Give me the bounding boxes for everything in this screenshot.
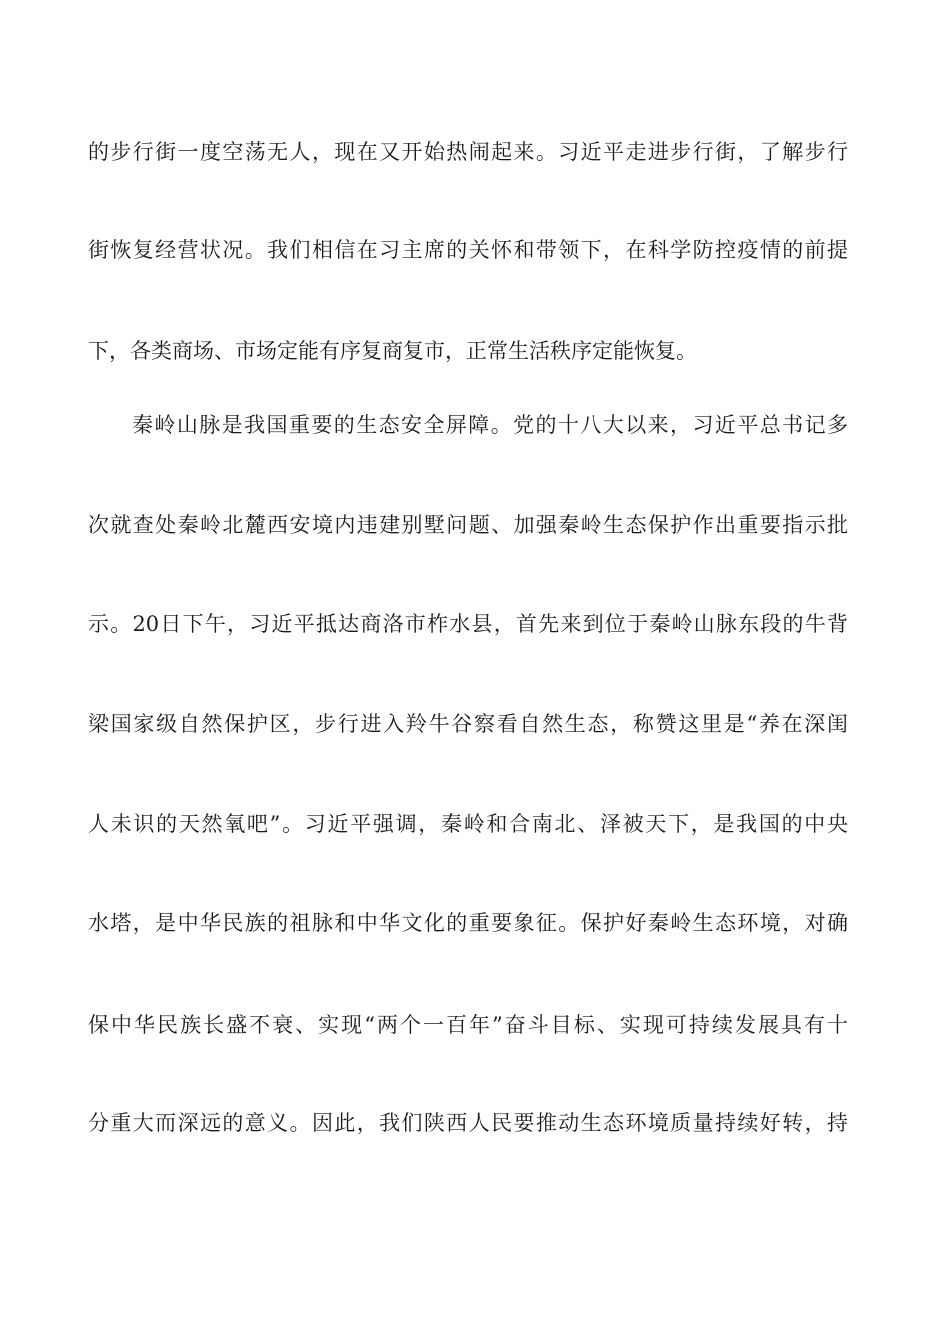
paragraph-line: 梁国家级自然保护区，步行进入羚牛谷察看自然生态，称赞这里是“养在深闺 — [88, 712, 848, 736]
paragraph-line: 人未识的天然氧吧”。习近平强调，秦岭和合南北、泽被天下，是我国的中央 — [88, 812, 848, 836]
paragraph-line: 街恢复经营状况。我们相信在习主席的关怀和带领下，在科学防控疫情的前提 — [88, 238, 848, 262]
paragraph-line: 秦岭山脉是我国重要的生态安全屏障。党的十八大以来，习近平总书记多 — [132, 413, 848, 437]
paragraph-line: 保中华民族长盛不衰、实现“两个一百年”奋斗目标、实现可持续发展具有十 — [88, 1013, 848, 1037]
paragraph-line: 水塔，是中华民族的祖脉和中华文化的重要象征。保护好秦岭生态环境，对确 — [88, 911, 848, 935]
paragraph-line: 示。20日下午，习近平抵达商洛市柞水县，首先来到位于秦岭山脉东段的牛背 — [88, 612, 848, 636]
paragraph-line: 分重大而深远的意义。因此，我们陕西人民要推动生态环境质量持续好转，持 — [88, 1111, 848, 1135]
paragraph-line: 次就查处秦岭北麓西安境内违建别墅问题、加强秦岭生态保护作出重要指示批 — [88, 513, 848, 537]
paragraph-line: 下，各类商场、市场定能有序复商复市，正常生活秩序定能恢复。 — [88, 339, 697, 363]
paragraph-line: 的步行街一度空荡无人，现在又开始热闹起来。习近平走进步行街，了解步行 — [88, 140, 848, 164]
